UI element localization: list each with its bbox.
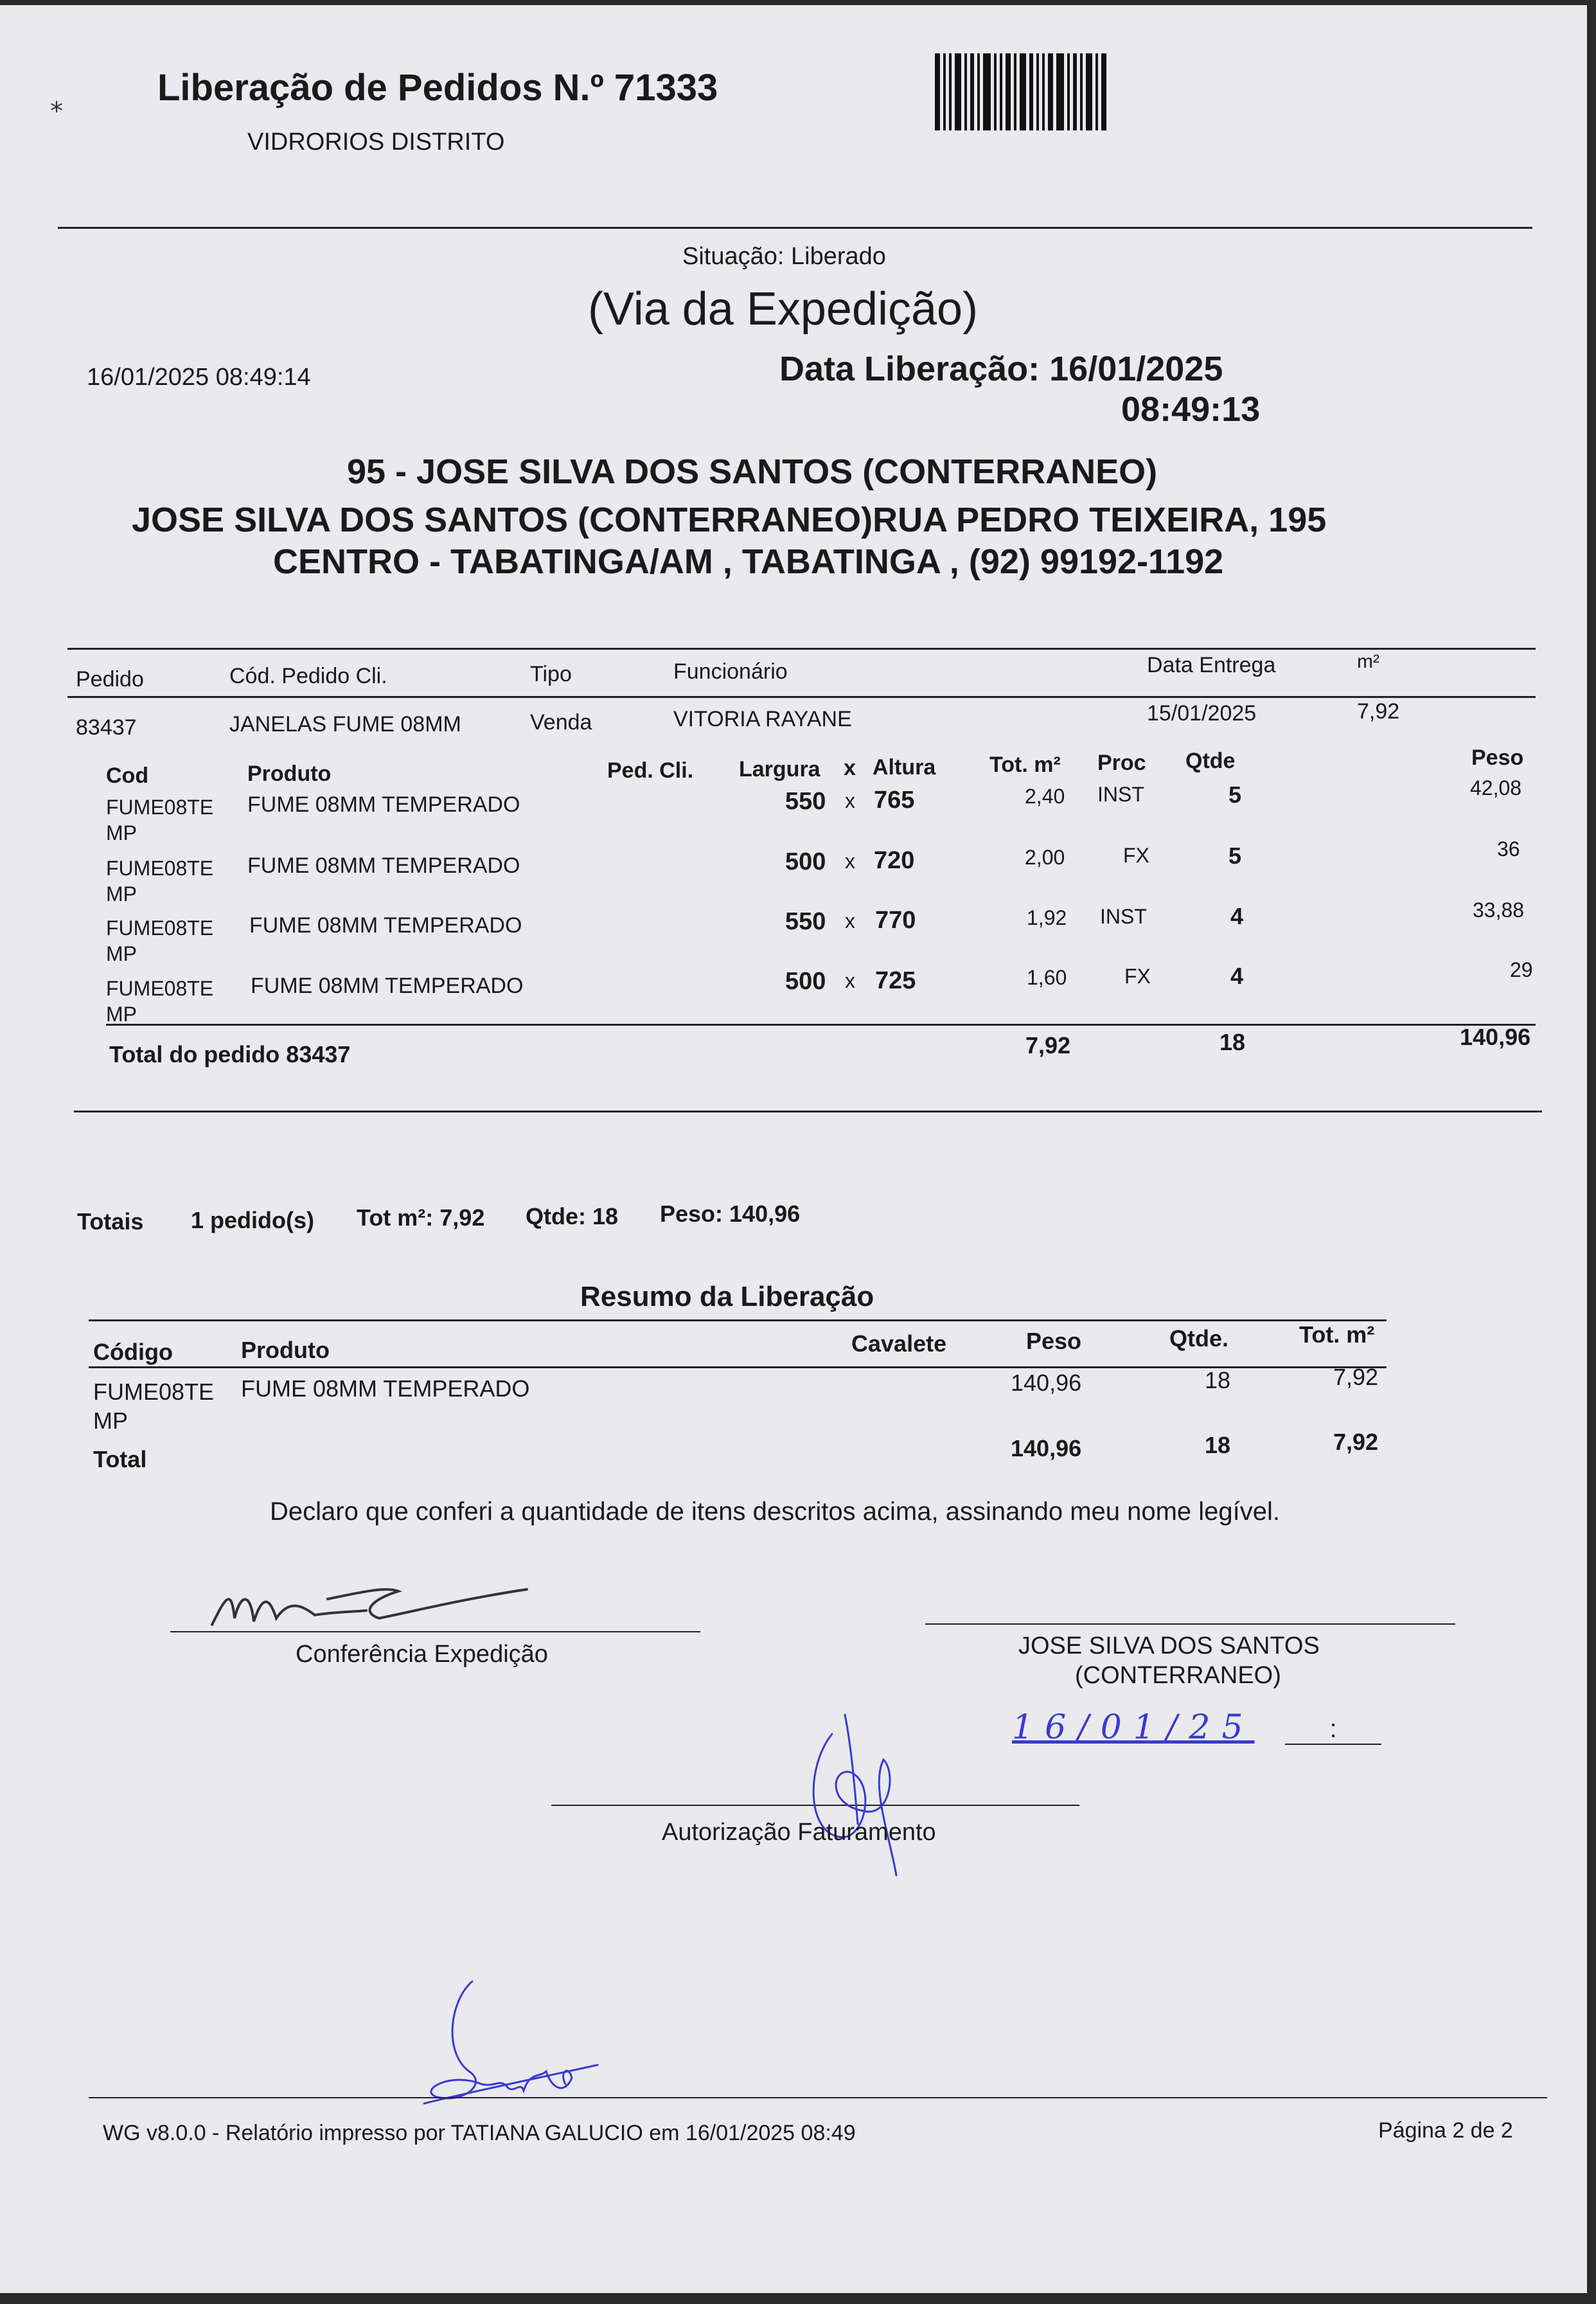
item-cod-suffix: MP	[106, 821, 137, 844]
item-proc: INST	[1100, 905, 1147, 928]
order-cod-cli: JANELAS FUME 08MM	[229, 712, 461, 737]
totals-pedidos: 1 pedido(s)	[191, 1207, 315, 1233]
barcode	[935, 53, 1192, 130]
item-cod-suffix: MP	[106, 1003, 137, 1026]
orders-end-divider	[74, 1111, 1542, 1112]
item-peso: 33,88	[1473, 898, 1525, 922]
handwritten-date: 16/01/25	[1012, 1708, 1255, 1747]
items-col-ped-cli: Ped. Cli.	[607, 758, 694, 783]
order-total-qtde: 18	[1219, 1029, 1246, 1055]
summary-row-tot: 7,92	[1333, 1364, 1379, 1390]
summary-row-cod: FUME08TE	[93, 1379, 215, 1405]
item-tot-m2: 2,00	[1025, 846, 1065, 869]
items-col-largura: Largura	[739, 757, 820, 781]
col-funcionario: Funcionário	[673, 659, 788, 684]
order-tipo: Venda	[530, 710, 592, 735]
client-name-line2: (CONTERRANEO)	[1075, 1662, 1281, 1689]
declaration-text: Declaro que conferi a quantidade de itens descritos acima, assinando meu nome legível.	[270, 1497, 1281, 1526]
item-largura: 550	[785, 908, 826, 935]
items-col-cod: Cod	[106, 764, 149, 788]
item-peso: 29	[1510, 958, 1533, 981]
item-largura: 500	[785, 968, 826, 995]
item-largura: 550	[785, 788, 826, 815]
company-name: VIDRORIOS DISTRITO	[247, 129, 505, 156]
summary-total-qtde: 18	[1205, 1432, 1231, 1458]
item-peso: 42,08	[1470, 776, 1522, 799]
item-altura: 765	[874, 787, 915, 814]
items-col-qtde: Qtde	[1185, 749, 1236, 773]
summary-col-tot-m2: Tot. m²	[1299, 1321, 1375, 1348]
authorization-label: Autorização Faturamento	[662, 1819, 936, 1846]
order-m2: 7,92	[1357, 699, 1400, 724]
col-cod-pedido-cli: Cód. Pedido Cli.	[229, 664, 387, 688]
order-table-header-divider	[67, 696, 1536, 698]
totals-qtde: Qtde: 18	[526, 1203, 619, 1229]
items-col-altura: Altura	[873, 755, 936, 780]
authorization-signature	[794, 1708, 935, 1891]
summary-title: Resumo da Liberação	[580, 1281, 874, 1312]
item-qtde: 4	[1230, 963, 1244, 989]
col-pedido: Pedido	[76, 667, 144, 692]
client-signature-line	[925, 1623, 1455, 1625]
summary-col-peso: Peso	[1026, 1328, 1082, 1354]
totals-peso: Peso: 140,96	[660, 1201, 801, 1227]
item-x: x	[845, 909, 855, 933]
item-cod-suffix: MP	[106, 882, 137, 906]
col-m2: m²	[1357, 651, 1379, 672]
customer-address-line1: JOSE SILVA DOS SANTOS (CONTERRANEO)RUA PEDRO TEIXEIRA, 195	[132, 501, 1327, 539]
customer-address-line2: CENTRO - TABATINGA/AM , TABATINGA , (92) 99192-1192	[273, 542, 1224, 581]
release-date: Data Liberação: 16/01/2025	[779, 350, 1223, 388]
order-funcionario: VITORIA RAYANE	[673, 707, 852, 731]
document-page	[0, 5, 1587, 2293]
conference-signature	[206, 1573, 565, 1641]
item-x: x	[845, 969, 855, 992]
summary-top	[89, 1319, 1387, 1321]
totals-label: Totais	[77, 1208, 144, 1235]
status-text: Situação: Liberado	[682, 243, 886, 270]
item-cod: FUME08TE	[106, 796, 214, 819]
summary-col-produto: Produto	[241, 1337, 330, 1363]
order-data-entrega: 15/01/2025	[1147, 701, 1257, 726]
item-cod: FUME08TE	[106, 977, 214, 1000]
summary-row-qtde: 18	[1205, 1367, 1231, 1393]
item-altura: 720	[874, 847, 915, 874]
document-title: Liberação de Pedidos N.º 71333	[157, 67, 718, 109]
item-tot-m2: 1,60	[1027, 966, 1067, 989]
col-data-entrega: Data Entrega	[1147, 653, 1276, 677]
footer-printed-by: WG v8.0.0 - Relatório impresso por TATIANA GALUCIO em 16/01/2025 08:49	[103, 2121, 856, 2145]
item-qtde: 5	[1228, 843, 1242, 869]
item-produto: FUME 08MM TEMPERADO	[251, 974, 524, 998]
item-tot-m2: 2,40	[1025, 785, 1065, 808]
item-qtde: 4	[1230, 903, 1244, 929]
printed-timestamp: 16/01/2025 08:49:14	[87, 364, 311, 391]
order-total-divider	[106, 1024, 1536, 1026]
summary-col-qtde: Qtde.	[1169, 1325, 1229, 1352]
release-time: 08:49:13	[1121, 390, 1261, 429]
handwritten-time-blank: :	[1285, 1715, 1381, 1745]
summary-row-produto: FUME 08MM TEMPERADO	[241, 1375, 530, 1402]
totals-m2: Tot m²: 7,92	[357, 1204, 485, 1231]
customer-code-name: 95 - JOSE SILVA DOS SANTOS (CONTERRANEO)	[347, 452, 1158, 491]
item-produto: FUME 08MM TEMPERADO	[249, 913, 522, 938]
item-proc: INST	[1097, 783, 1144, 806]
summary-col-cavalete: Cavalete	[851, 1330, 947, 1357]
client-name-line1: JOSE SILVA DOS SANTOS	[1018, 1632, 1320, 1659]
footer-page-number: Página 2 de 2	[1378, 2118, 1513, 2143]
summary-total-tot: 7,92	[1333, 1429, 1379, 1455]
item-proc: FX	[1124, 965, 1151, 988]
summary-row-peso: 140,96	[1011, 1370, 1082, 1396]
item-cod: FUME08TE	[106, 916, 214, 940]
item-proc: FX	[1123, 844, 1149, 867]
item-largura: 500	[785, 848, 826, 875]
summary-header-divider	[89, 1366, 1387, 1368]
summary-row-cod-suffix: MP	[93, 1407, 128, 1434]
summary-total-peso: 140,96	[1011, 1435, 1082, 1461]
items-col-x: x	[844, 756, 856, 780]
item-altura: 725	[875, 967, 916, 994]
item-x: x	[845, 789, 855, 812]
summary-total-label: Total	[93, 1446, 147, 1472]
order-total-label: Total do pedido 83437	[109, 1041, 351, 1067]
item-x: x	[845, 850, 855, 873]
header-divider	[58, 227, 1532, 229]
order-pedido: 83437	[76, 715, 137, 740]
item-qtde: 5	[1228, 781, 1242, 808]
footer-divider	[89, 2097, 1547, 2098]
items-col-produto: Produto	[247, 762, 332, 786]
summary-col-codigo: Código	[93, 1339, 173, 1365]
conference-label: Conferência Expedição	[296, 1641, 548, 1668]
item-produto: FUME 08MM TEMPERADO	[247, 853, 520, 878]
via-title: (Via da Expedição)	[588, 283, 979, 335]
item-cod-suffix: MP	[106, 942, 137, 965]
item-altura: 770	[875, 907, 916, 934]
item-peso: 36	[1497, 837, 1520, 861]
order-total-peso: 140,96	[1460, 1024, 1531, 1050]
order-table-top	[67, 648, 1536, 650]
col-tipo: Tipo	[530, 662, 572, 686]
items-col-proc: Proc	[1097, 751, 1146, 775]
item-tot-m2: 1,92	[1027, 906, 1067, 929]
scan-mark: ⁎	[50, 89, 63, 118]
items-col-tot-m2: Tot. m²	[989, 753, 1061, 777]
item-cod: FUME08TE	[106, 857, 214, 880]
order-total-m2: 7,92	[1025, 1032, 1071, 1058]
item-produto: FUME 08MM TEMPERADO	[247, 792, 520, 817]
items-col-peso: Peso	[1471, 746, 1524, 770]
